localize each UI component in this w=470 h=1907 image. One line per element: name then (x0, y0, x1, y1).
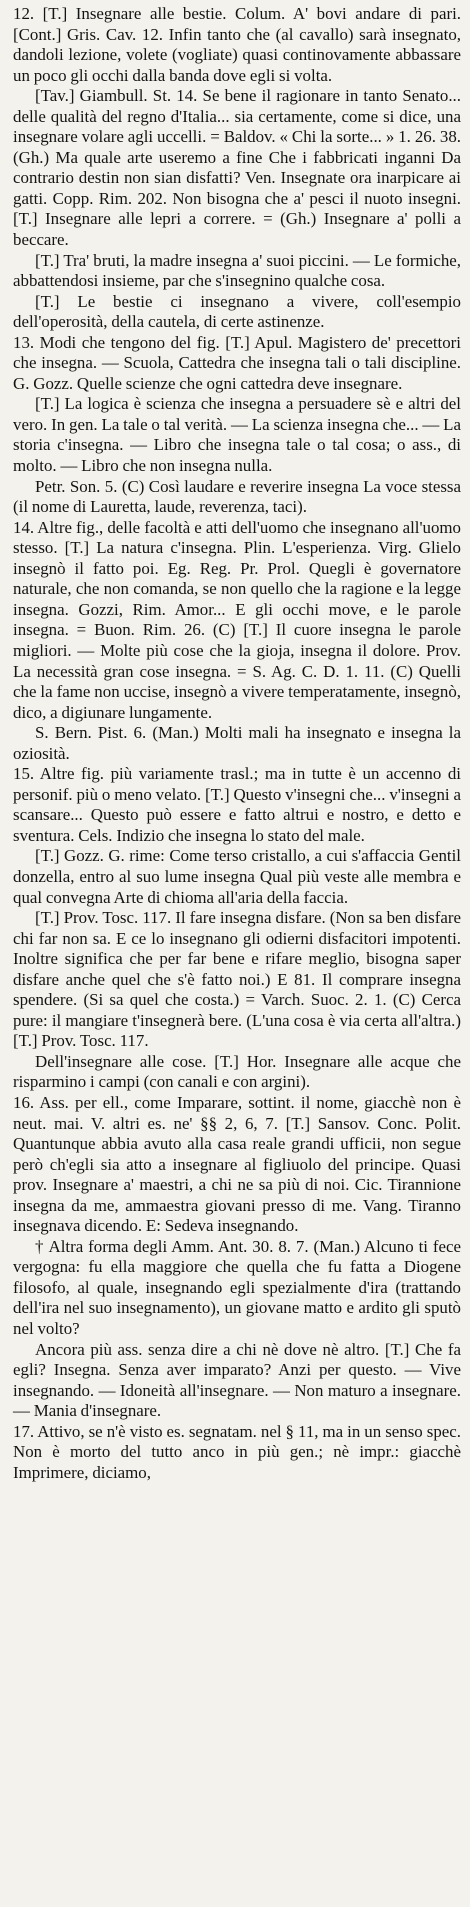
entry-15-cose-paragraph: Dell'insegnare alle cose. [T.] Hor. Insegnare alle acque che risparmino i campi (con canali e con argini). (13, 1051, 461, 1092)
entry-13-logica-paragraph: [T.] La logica è scienza che insegna a persuadere sè e altri del vero. In gen. La tale o tal verità. — La scienza insegna che... — La storia c'insegna. — Libro che insegna tale o tal cosa; o ass., di molto. — Libro che non insegna nulla. (13, 394, 461, 476)
entry-12-bruti-paragraph: [T.] Tra' bruti, la madre insegna a' suoi piccini. — Le formiche, abbattendosi insieme, par che s'insegnino qualche cosa. (13, 250, 461, 291)
entry-14: 14. Altre fig., delle facoltà e atti dell'uomo che insegnano all'uomo stesso. [T.] La natura c'insegna. Plin. L'esperienza. Virg. Glielo insegnò il fatto poi. Eg. Reg. Pr. Prol. Quegli è governatore naturale, che non comanda, se non quello che la ragione e la legge insegna. Gozzi, Rim. Amor... E gli occhi move, e le parole insegna. = Buon. Rim. 26. (C) [T.] Il cuore insegna le parole migliori. — Molte più cose che la gioja, insegna il dolore. Prov. La necessità gran cose insegna. = S. Ag. C. D. 1. 11. (C) Quelli che la fame non uccise, insegnò a vivere temperatamente, insegnò, dico, a digiunare lungamente. (13, 517, 461, 722)
entry-17: 17. Attivo, se n'è visto es. segnatam. nel § 11, ma in un senso spec. Non è morto del tutto anco in più gen.; nè impr.: giacchè Imprimere, diciamo, (13, 1421, 461, 1482)
entry-13: 13. Modi che tengono del fig. [T.] Apul. Magistero de' precettori che insegna. — Scuola, Cattedra che insegna tali o tali discipline. G. Gozz. Quelle scienze che ogni cattedra deve insegnare. (13, 332, 461, 393)
entry-16-altra-forma-paragraph: † Altra forma degli Amm. Ant. 30. 8. 7. (Man.) Alcuno ti fece vergogna: fu ella maggiore che quella che fu fatta a Diogene filosofo, al quale, insegnando egli spezialmente d'ira (trattando dell'ira nel suo insegnamento), un giovane matto e ardito gli sputò nel volto? (13, 1236, 461, 1338)
entry-16-ass-paragraph: Ancora più ass. senza dire a chi nè dove nè altro. [T.] Che fa egli? Insegna. Senza aver imparato? Anzi per questo. — Vive insegnando. — Idoneità all'insegnare. — Non maturo a insegnare. — Mania d'insegnare. (13, 1339, 461, 1421)
entry-14-bern-paragraph: S. Bern. Pist. 6. (Man.) Molti mali ha insegnato e insegna la oziosità. (13, 723, 461, 763)
entry-15: 15. Altre fig. più variamente trasl.; ma in tutte è un accenno di personif. più o meno velato. [T.] Questo v'insegni che... v'insegni a scansare... Questo può essere e fatto altrui e nostro, e detto e sventura. Cels. Indizio che insegna lo stato del male. (13, 764, 461, 845)
entry-13-petr-paragraph: Petr. Son. 5. (C) Così laudare e reverire insegna La voce stessa (il nome di Lauretta, laude, reverenza, taci). (13, 476, 461, 517)
entry-12-bestie-paragraph: [T.] Le bestie ci insegnano a vivere, coll'esempio dell'operosità, della cautela, di certe astinenze. (13, 291, 461, 332)
entry-12-tav-paragraph: [Tav.] Giambull. St. 14. Se bene il ragionare in tanto Senato... delle qualità del regno d'Italia... sia certamente, come si dice, una insegnare volare agli uccelli. = Baldov. « Chi la sorte... » 1. 26. 38. (Gh.) Ma quale arte useremo a fine Che i fabbricati inganni Da contrario destin non sian disfatti? Ven. Insegnate ora inarpicare ai gatti. Copp. Rim. 202. Non bisogna che a' pesci il nuoto insegni. [T.] Insegnare alle lepri a correre. = (Gh.) Insegnare a' polli a beccare. (13, 86, 461, 250)
entry-15-gozz-paragraph: [T.] Gozz. G. rime: Come terso cristallo, a cui s'affaccia Gentil donzella, entro al suo lume insegna Qual più veste alle membra e qual convegna Arte di chioma all'aria della faccia. (13, 846, 461, 907)
entry-16: 16. Ass. per ell., come Imparare, sottint. il nome, giacchè non è neut. mai. V. altri es. ne' §§ 2, 6, 7. [T.] Sansov. Conc. Polit. Quantunque abbia avuto alla casa reale grandi ufficii, non segue però ch'egli sia atto a insegnare al figliuolo del principe. Quasi prov. Insegnare a' maestri, a chi ne sa più di noi. Cic. Tirannione insegna da me, ammaestra giovani presso di me. Vang. Tiranno insegnava dicendo. E: Sedeva insegnando. (13, 1092, 461, 1236)
entry-12: 12. [T.] Insegnare alle bestie. Colum. A' bovi andare di pari. [Cont.] Gris. Cav. 12. Infin tanto che (al cavallo) sarà insegnato, dandoli lezione, volete (vogliate) quasi continovamente abbassare un poco gli occhi dalla banda dove egli si volta. (13, 4, 461, 85)
entry-15-prov-paragraph: [T.] Prov. Tosc. 117. Il fare insegna disfare. (Non sa ben disfare chi far non sa. E ce lo insegnano gli odierni disfacitori impotenti. Inoltre significa che per far bene e rifare meglio, bisogna saper disfare anche quel che s'è fatto noi.) E 81. Il comprare insegna spendere. (Si sa quel che costa.) = Varch. Suoc. 2. 1. (C) Cerca pure: il mangiare t'insegnerà bere. (L'una cosa è via certa all'altra.) [T.] Prov. Tosc. 117. (13, 908, 461, 1051)
